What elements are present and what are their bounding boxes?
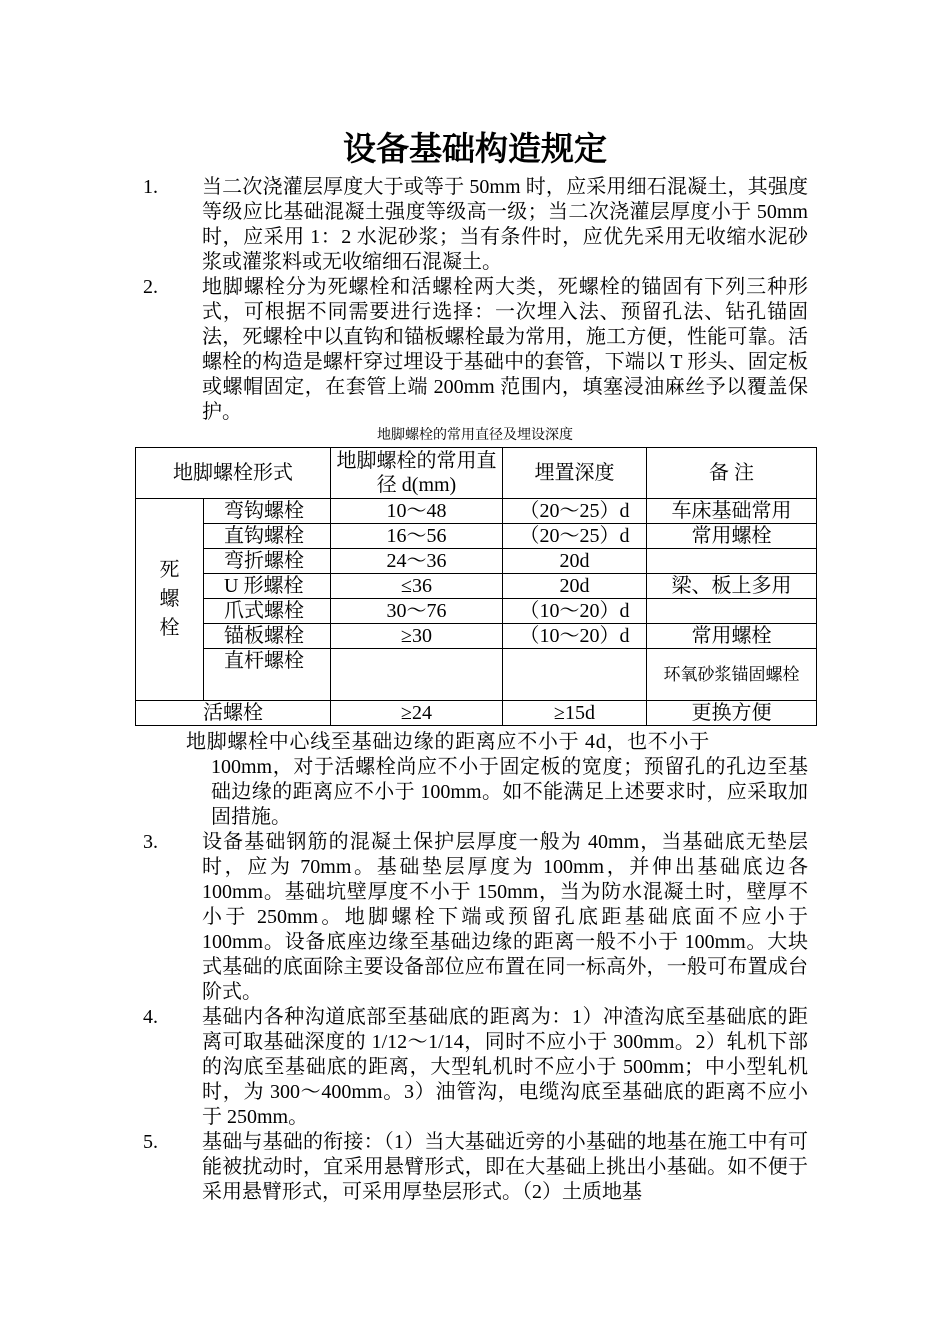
group-label-cell: [136, 499, 204, 701]
cell-diameter: 24～36: [331, 549, 503, 574]
item-number: 2.: [143, 276, 158, 298]
cell-diameter: [331, 649, 503, 701]
page-title: 设备基础构造规定: [343, 132, 607, 168]
cell-remark: [647, 549, 817, 574]
header-depth: 埋置深度: [503, 448, 647, 499]
cell-diameter: 30～76: [331, 599, 503, 624]
cell-remark: 更换方便: [647, 701, 817, 726]
cell-diameter: ≥30: [331, 624, 503, 649]
item-number: 5.: [143, 1131, 158, 1153]
cell-depth: （10～20）d: [503, 624, 647, 649]
cell-type: U 形螺栓: [204, 574, 331, 599]
cell-type: 直钩螺栓: [204, 524, 331, 549]
header-form: 地脚螺栓形式: [136, 448, 331, 499]
table-note: [186, 730, 808, 830]
item-number: 1.: [143, 176, 158, 198]
table-row: [136, 499, 817, 524]
item-text: 地脚螺栓分为死螺栓和活螺栓两大类，死螺栓的锚固有下列三种形式，可根据不同需要进行选择：一次埋入法、预留孔法、钻孔锚固法，死螺栓中以直钩和锚板螺栓最为常用，施工方便，性能可靠。活螺栓的构造是螺杆穿过埋设于基础中的套管，下端以 T 形头、固定板或螺帽固定，在套管上端 200mm 范围内，填塞浸油麻丝予以覆盖保护。: [202, 276, 808, 423]
cell-remark: [647, 599, 817, 624]
note-first-line: 地脚螺栓中心线至基础边缘的距离应不小于 4d，也不小于: [186, 731, 710, 753]
table-row-live-bolt: [136, 701, 817, 726]
cell-depth: （10～20）d: [503, 599, 647, 624]
table-row: [136, 524, 817, 549]
cell-type: 爪式螺栓: [204, 599, 331, 624]
cell-depth: [503, 649, 647, 701]
item-text: 基础内各种沟道底部至基础底的距离为：1）冲渣沟底至基础底的距离可取基础深度的 1/12～1/14，同时不应小于 300mm。2）轧机下部的沟底至基础底的距离，大型轧机时不应小于 500mm；中小型轧机时，为 300～400mm。3）油管沟，电缆沟底至基础底的距离不应小于 250mm。: [202, 1006, 808, 1128]
cell-remark: 车床基础常用: [647, 499, 817, 524]
cell-type: 锚板螺栓: [204, 624, 331, 649]
item-text: 当二次浇灌层厚度大于或等于 50mm 时，应采用细石混凝土，其强度等级应比基础混凝土强度等级高一级；当二次浇灌层厚度小于 50mm 时，应采用 1：2 水泥砂浆；当有条件时，应优先采用无收缩水泥砂浆或灌浆料或无收缩细石混凝土。: [202, 176, 808, 273]
cell-type: 直杆螺栓: [204, 649, 331, 701]
table-row: [136, 574, 817, 599]
cell-remark: 常用螺栓: [647, 524, 817, 549]
header-diameter: 地脚螺栓的常用直径 d(mm): [331, 448, 503, 499]
cell-diameter: ≥24: [331, 701, 503, 726]
group-label: 死 螺 栓: [159, 559, 180, 639]
item-text: 基础与基础的衔接：（1）当大基础近旁的小基础的地基在施工中有可能被扰动时，宜采用悬臂形式，即在大基础上挑出小基础。如不便于采用悬臂形式，可采用厚垫层形式。（2）土质地基: [202, 1131, 808, 1203]
cell-depth: 20d: [503, 549, 647, 574]
cell-remark: 梁、板上多用: [647, 574, 817, 599]
item-text: 设备基础钢筋的混凝土保护层厚度一般为 40mm，当基础底无垫层时，应为 70mm。基础垫层厚度为 100mm，并伸出基础底边各 100mm。基础坑壁厚度不小于 150mm，当为防水混凝土时，壁厚不小于 250mm。地脚螺栓下端或预留孔底距基础底面不应小于 100mm。设备底座边缘至基础边缘的距离一般不小于 100mm。大块式基础的底面除主要设备部位应布置在同一标高外，一般可布置成台阶式。: [202, 831, 808, 1003]
table-caption: 地脚螺栓的常用直径及埋设深度: [377, 428, 573, 443]
cell-type: 弯钩螺栓: [204, 499, 331, 524]
cell-remark: 环氧砂浆锚固螺栓: [647, 649, 817, 701]
cell-diameter: 10～48: [331, 499, 503, 524]
table-row: [136, 649, 817, 701]
cell-type: 活螺栓: [136, 701, 331, 726]
item-number: 4.: [143, 1006, 158, 1028]
cell-depth: ≥15d: [503, 701, 647, 726]
cell-remark: 常用螺栓: [647, 624, 817, 649]
table-row: [136, 624, 817, 649]
header-remark: 备 注: [647, 448, 817, 499]
cell-depth: 20d: [503, 574, 647, 599]
item-number: 3.: [143, 831, 158, 853]
cell-type: 弯折螺栓: [204, 549, 331, 574]
note-continuation: 100mm，对于活螺栓尚应不小于固定板的宽度；预留孔的孔边至基础边缘的距离应不小于 100mm。如不能满足上述要求时，应采取加固措施。: [211, 756, 808, 828]
cell-diameter: 16～56: [331, 524, 503, 549]
table-header-row: [136, 448, 817, 499]
table-row: [136, 599, 817, 624]
table-row: [136, 549, 817, 574]
cell-depth: （20～25）d: [503, 499, 647, 524]
anchor-bolt-table: [135, 447, 817, 726]
cell-diameter: ≤36: [331, 574, 503, 599]
cell-depth: （20～25）d: [503, 524, 647, 549]
